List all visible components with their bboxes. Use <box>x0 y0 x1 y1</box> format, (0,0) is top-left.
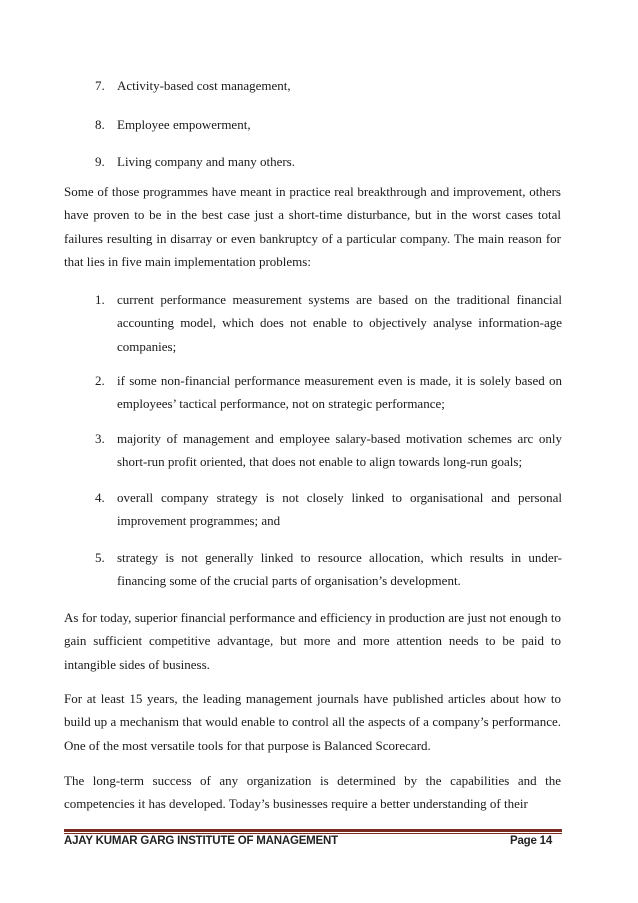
list-text: strategy is not generally linked to resource allocation, which results in under-financing some of the crucial parts of organisation’s development. <box>117 550 562 589</box>
list-text: overall company strategy is not closely linked to organisational and personal improvement programmes; and <box>117 490 562 529</box>
paragraph: The long-term success of any organization is determined by the capabilities and the competencies it has developed. Today’s businesses require a better understanding of their <box>64 773 561 812</box>
list-text: majority of management and employee salary-based motivation schemes arc only short-run profit oriented, that does not enable to align towards long-run goals; <box>117 431 562 470</box>
list-number: 8. <box>95 117 105 132</box>
list-number: 5. <box>95 550 105 565</box>
paragraph: As for today, superior financial performance and efficiency in production are just not enough to gain sufficient competitive advantage, but more and more attention needs to be paid to intangible sides of business. <box>64 610 561 672</box>
list-text: Activity-based cost management, <box>117 78 291 93</box>
list-number: 9. <box>95 154 105 169</box>
list-item <box>95 288 562 360</box>
list-item <box>95 486 562 534</box>
page-number: Page 14 <box>510 835 553 847</box>
footer-institute: AJAY KUMAR GARG INSTITUTE OF MANAGEMENT <box>64 835 338 847</box>
footer-rule <box>64 829 562 832</box>
list-text: Living company and many others. <box>117 154 295 169</box>
list-text: current performance measurement systems are based on the traditional financial accounting model, which does not enable to objectively analyse information-age companies; <box>117 292 562 354</box>
list-number: 1. <box>95 292 105 307</box>
paragraph: For at least 15 years, the leading management journals have published articles about how to build up a mechanism that would enable to control all the aspects of a company’s performance. One of the most versatile tools for that purpose is Balanced Scorecard. <box>64 691 561 753</box>
list-number: 4. <box>95 490 105 505</box>
list-item <box>95 427 562 475</box>
list-number: 3. <box>95 431 105 446</box>
list-item <box>95 74 291 97</box>
list-number: 2. <box>95 373 105 388</box>
list-item <box>95 546 562 594</box>
paragraph: Some of those programmes have meant in practice real breakthrough and improvement, others have proven to be in the best case just a short-time disturbance, but in the worst cases total failures resulting in disarray or even bankruptcy of a particular company. The main reason for that lies in five main implementation problems: <box>64 184 561 270</box>
list-number: 7. <box>95 78 105 93</box>
list-item <box>95 150 295 173</box>
list-text: Employee empowerment, <box>117 117 251 132</box>
footer-rule-thin <box>64 833 562 834</box>
list-item <box>95 369 562 417</box>
list-text: if some non-financial performance measurement even is made, it is solely based on employees’ tactical performance, not on strategic performance; <box>117 373 562 412</box>
list-item <box>95 113 251 136</box>
